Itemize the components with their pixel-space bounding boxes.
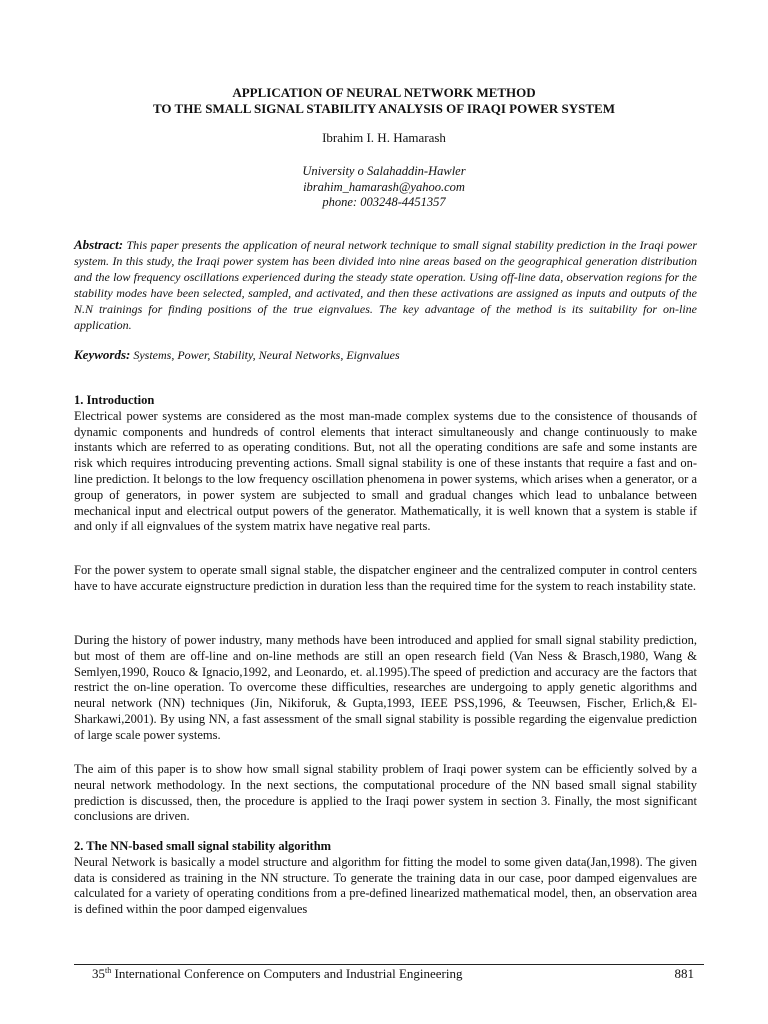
abstract-label: Abstract:: [74, 237, 124, 252]
footer-conference-name: International Conference on Computers and Industrial Engineering: [111, 966, 463, 981]
title-line-1: APPLICATION OF NEURAL NETWORK METHOD: [232, 85, 536, 100]
keywords: [74, 347, 697, 364]
keywords-label: Keywords:: [74, 347, 131, 362]
title-line-2: TO THE SMALL SIGNAL STABILITY ANALYSIS OF IRAQI POWER SYSTEM: [152, 101, 615, 116]
author-affiliation: [74, 164, 694, 211]
footer-conference: [92, 966, 463, 982]
footer-divider: [74, 964, 704, 965]
page-number: 881: [674, 966, 694, 981]
footer-edition-suffix: th: [105, 966, 112, 975]
keywords-text: Systems, Power, Stability, Neural Networks, Eignvalues: [133, 348, 400, 362]
footer-edition: 35: [92, 966, 105, 981]
section-heading-algorithm: 2. The NN-based small signal stability algorithm: [74, 839, 332, 853]
abstract: [74, 237, 697, 333]
paragraph: Electrical power systems are considered as the most man-made complex systems due to the consistence of thousands of dynamic components and hundreds of control elements that interact simultaneously and change continuously to make instants which are referred to as operating conditions. But, not all the operating conditions are safe and some instants are risk which requires introducing preventing actions. Small signal stability is one of these instants that require a fast and on-line prediction. It belongs to the low frequency oscillation phenomena in power systems, which arises when a generator, or a group of generators, in power system are subjected to small and gradual changes which lead to unbalance between mechanical input and electrical output powers of the generator. Mathematically, it is well known that a system is stable if and only if all eignvalues of the system matrix have negative real parts.: [74, 408, 697, 534]
abstract-text: This paper presents the application of neural network technique to small signal stability prediction in the Iraqi power system. In this study, the Iraqi power system has been divided into nine areas based on the geographical generation distribution and the low frequency oscillations experienced during the steady state operation. Using off-line data, observation regions for the stability modes have been selected, sampled, and activated, and then these activations are assigned as inputs and outputs of the N.N trainings for finding positions of the true eignvalues. The key advantage of the method is its suitability for on-line application.: [74, 238, 698, 332]
paragraph: The aim of this paper is to show how small signal stability problem of Iraqi power system can be efficiently solved by a neural network methodology. In the next sections, the computational procedure of the NN based small signal stability prediction is discussed, then, the procedure is applied to the Iraqi power system in section 3. Finally, the most significant conclusions are driven.: [74, 762, 697, 824]
author-name: Ibrahim I. H. Hamarash: [322, 130, 446, 145]
paragraph: For the power system to operate small signal stable, the dispatcher engineer and the centralized computer in control centers have to have accurate eignstructure prediction in duration less than the required time for the system to reach instability state.: [74, 563, 697, 593]
paragraph: During the history of power industry, many methods have been introduced and applied for small signal stability prediction, but most of them are off-line and on-line methods are still an open research field (Van Ness & Brasch,1980, Wang & Semlyen,1990, Rouco & Ignacio,1992, and Leonardo, et. al.1995).The speed of prediction and accuracy are the factors that restrict the on-line operation. To overcome these difficulties, researches are undergoing to apply genetic algorithms and neural network (NN) techniques (Jin, Nikiforuk, & Gupta,1993, IEEE PSS,1996, & Teeuwsen, Fischer, Erlich,& El-Sharkawi,2001). By using NN, a fast assessment of the small signal stability is possible regarding the eigenvalue prediction of large scale power systems.: [74, 633, 697, 742]
paragraph: Neural Network is basically a model structure and algorithm for fitting the model to some given data(Jan,1998). The given data is considered as training in the NN structure. To generate the training data in our case, poor damped eigenvalues are calculated for a variety of operating conditions from a pre-defined linearized mathematical model, then, an observation area is defined within the poor damped eigenvalues: [74, 854, 697, 917]
affiliation: University o Salahaddin-Hawler: [302, 164, 466, 178]
paper-title: [74, 85, 694, 117]
section-heading-introduction: 1. Introduction: [74, 393, 155, 407]
author-phone: phone: 003248-4451357: [322, 195, 446, 210]
introduction-section: [74, 393, 697, 535]
author-email: ibrahim_hamarash@yahoo.com: [303, 179, 465, 194]
algorithm-section: [74, 839, 697, 918]
